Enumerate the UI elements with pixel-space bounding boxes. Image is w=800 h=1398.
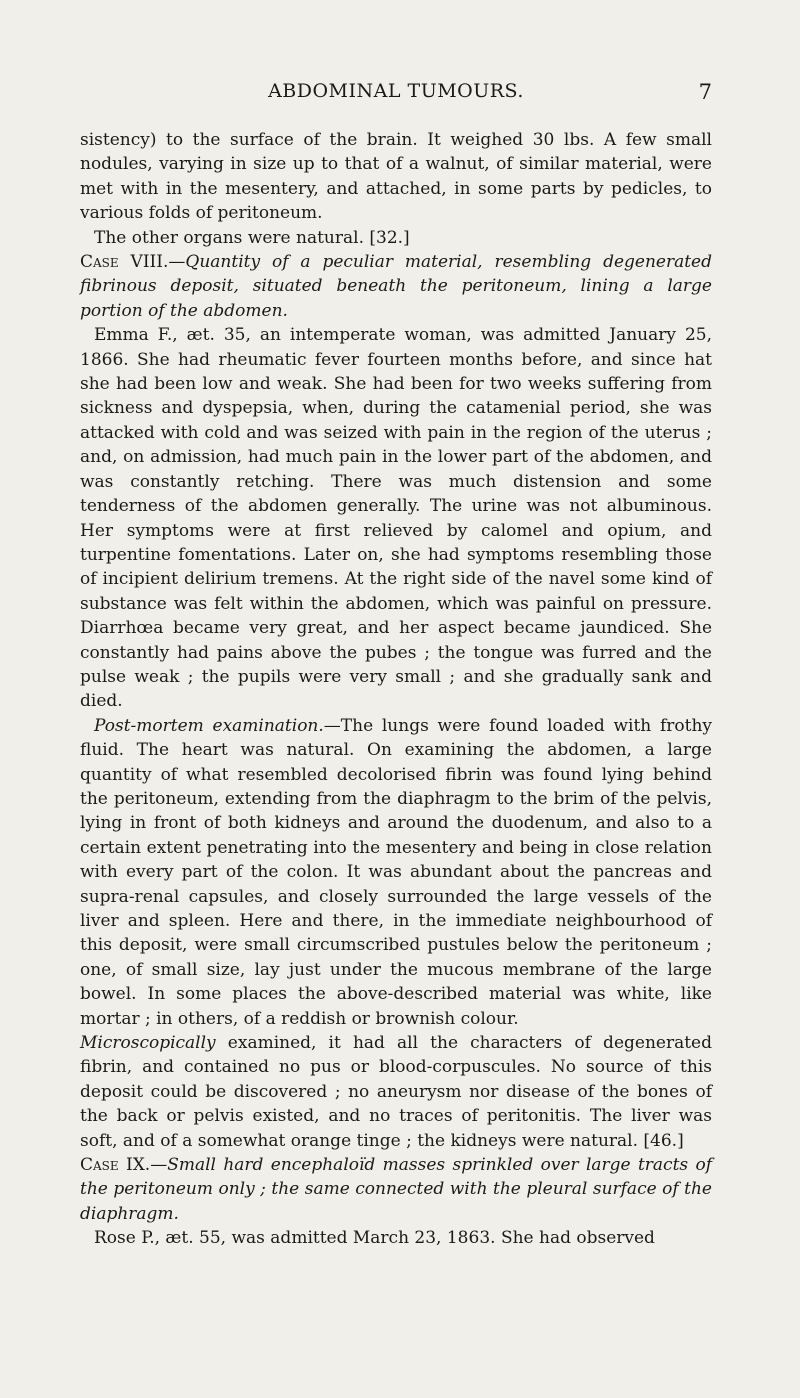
page-header: [80, 80, 712, 110]
case-heading: [80, 1153, 712, 1226]
section-lead: Post-mortem examination.: [94, 715, 324, 736]
case-label: Case VIII.: [80, 252, 169, 273]
paragraph: [80, 714, 712, 1031]
case-heading: [80, 250, 712, 323]
paragraph: Emma F., æt. 35, an intemperate woman, was admitted January 25, 1866. She had rheumatic fever fourteen months before, and since hat she had been low and weak. She had been for two weeks suffering from sickness and dyspepsia, when, during the catamenial period, she was attacked with cold and was seized with pain in the region of the uterus ; and, on admission, had much pain in the lower part of the abdomen, and was constantly retching. There was much distension and some tenderness of the abdomen generally. The urine was not albuminous. Her symptoms were at first relieved by calomel and opium, and turpentine fomentations. Later on, she had symptoms resembling those of incipient delirium tremens. At the right side of the navel some kind of substance was felt within the abdomen, which was painful on pressure. Diarrhœa became very great, and her aspect became jaundiced. She constantly had pains above the pubes ; the tongue was furred and the pulse weak ; the pupils were very small ; and she gradually sank and died.: [80, 325, 712, 712]
case-title: —Quantity of a peculiar material, resembling degenerated fibrinous deposit, situated beneath the peritoneum, lining a large portion of the abdomen.: [80, 252, 712, 321]
page-number: 7: [698, 80, 712, 104]
case-label: Case IX.: [80, 1155, 151, 1176]
paragraph: [80, 1031, 712, 1153]
body-text: [80, 128, 712, 1251]
case-title: —Small hard encephaloïd masses sprinkled over large tracts of the peritoneum only ; the same connected with the pleural surface of the diaphragm.: [80, 1155, 712, 1224]
section-lead: Microscopically: [80, 1033, 216, 1054]
paragraph: sistency) to the surface of the brain. It weighed 30 lbs. A few small nodules, varying in size up to that of a walnut, of similar material, were met with in the mesentery, and attached, in some parts by pedicles, to various folds of peritoneum.: [80, 130, 712, 224]
paragraph-text: examined, it had all the characters of degenerated fibrin, and contained no pus or blood-corpuscules. No source of this deposit could be discovered ; no aneurysm nor disease of the bones of the back or pelvis existed, and no traces of peritonitis. The liver was soft, and of a somewhat orange tinge ; the kidneys were natural. [46.]: [80, 1033, 712, 1151]
paragraph: The other organs were natural. [32.]: [94, 227, 410, 248]
running-title: ABDOMINAL TUMOURS.: [268, 80, 524, 102]
paragraph-text: —The lungs were found loaded with frothy fluid. The heart was natural. On examining the abdomen, a large quantity of what resembled decolorised fibrin was found lying behind the peritoneum, extending from the diaphragm to the brim of the pelvis, lying in front of both kidneys and around the duodenum, and also to a certain extent penetrating into the mesentery and being in close relation with every part of the colon. It was abundant about the pancreas and supra-renal capsules, and closely surrounded the large vessels of the liver and spleen. Here and there, in the immediate neighbourhood of this deposit, were small circumscribed pustules below the peritoneum ; one, of small size, lay just under the mucous membrane of the large bowel. In some places the above-described material was white, like mortar ; in others, of a reddish or brownish colour.: [80, 715, 712, 1029]
paragraph: Rose P., æt. 55, was admitted March 23, 1863. She had observed: [94, 1228, 655, 1249]
